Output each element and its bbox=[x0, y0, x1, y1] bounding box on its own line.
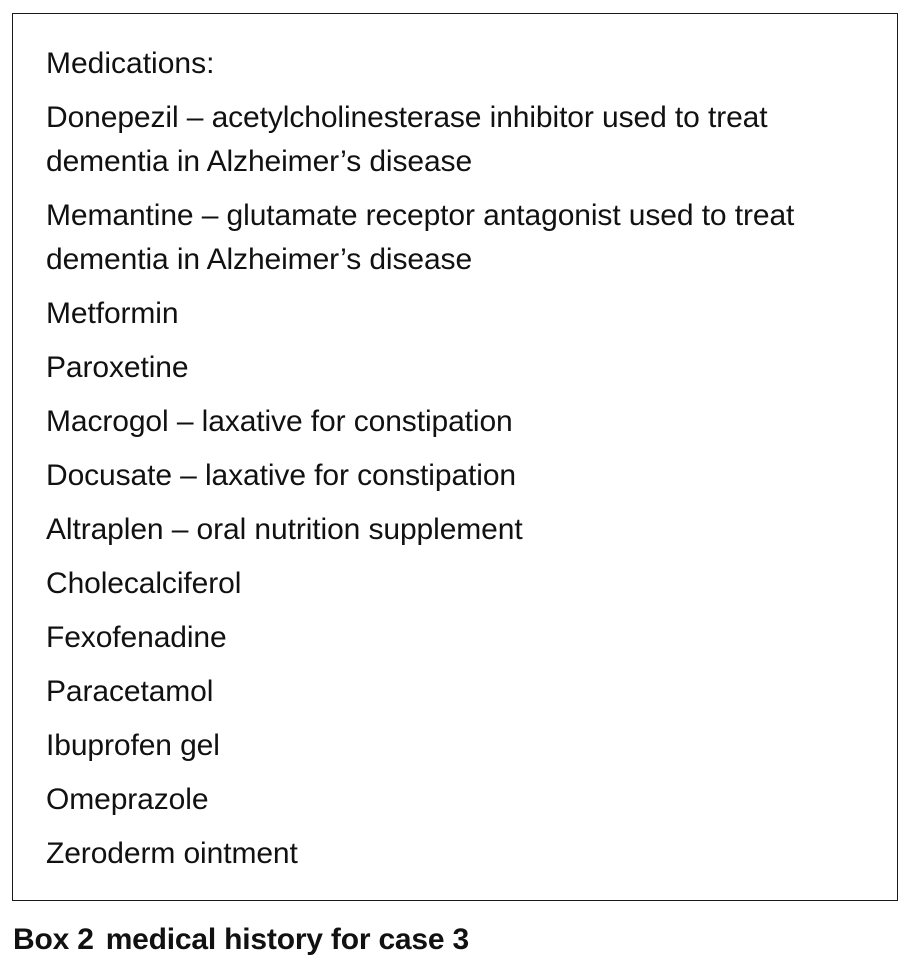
medication-item-zeroderm: Zeroderm ointment bbox=[46, 837, 298, 870]
medication-item-cholecalciferol: Cholecalciferol bbox=[46, 567, 242, 600]
medications-box-content bbox=[46, 42, 877, 886]
medications-heading: Medications: bbox=[46, 47, 215, 80]
medication-item-altraplen: Altraplen – oral nutrition supplement bbox=[46, 513, 523, 546]
medication-item-macrogol: Macrogol – laxative for constipation bbox=[46, 405, 513, 438]
medication-item-fexofenadine: Fexofenadine bbox=[46, 621, 227, 654]
medication-item-paroxetine: Paroxetine bbox=[46, 351, 189, 384]
medication-item-memantine: Memantine – glutamate receptor antagonist used to treat dementia in Alzheimer’s disease bbox=[46, 199, 795, 276]
box-caption bbox=[13, 918, 469, 962]
medications-box bbox=[12, 13, 898, 901]
medication-item-omeprazole: Omeprazole bbox=[46, 783, 209, 816]
medication-item-ibuprofen-gel: Ibuprofen gel bbox=[46, 729, 220, 762]
medication-item-donepezil: Donepezil – acetylcholinesterase inhibitor used to treat dementia in Alzheimer’s disease bbox=[46, 101, 768, 178]
medication-item-metformin: Metformin bbox=[46, 297, 179, 330]
medication-item-docusate: Docusate – laxative for constipation bbox=[46, 459, 516, 492]
box-caption-label: Box 2 bbox=[13, 923, 94, 956]
box-caption-text: medical history for case 3 bbox=[105, 923, 469, 956]
medication-item-paracetamol: Paracetamol bbox=[46, 675, 214, 708]
medication-list bbox=[46, 96, 877, 876]
